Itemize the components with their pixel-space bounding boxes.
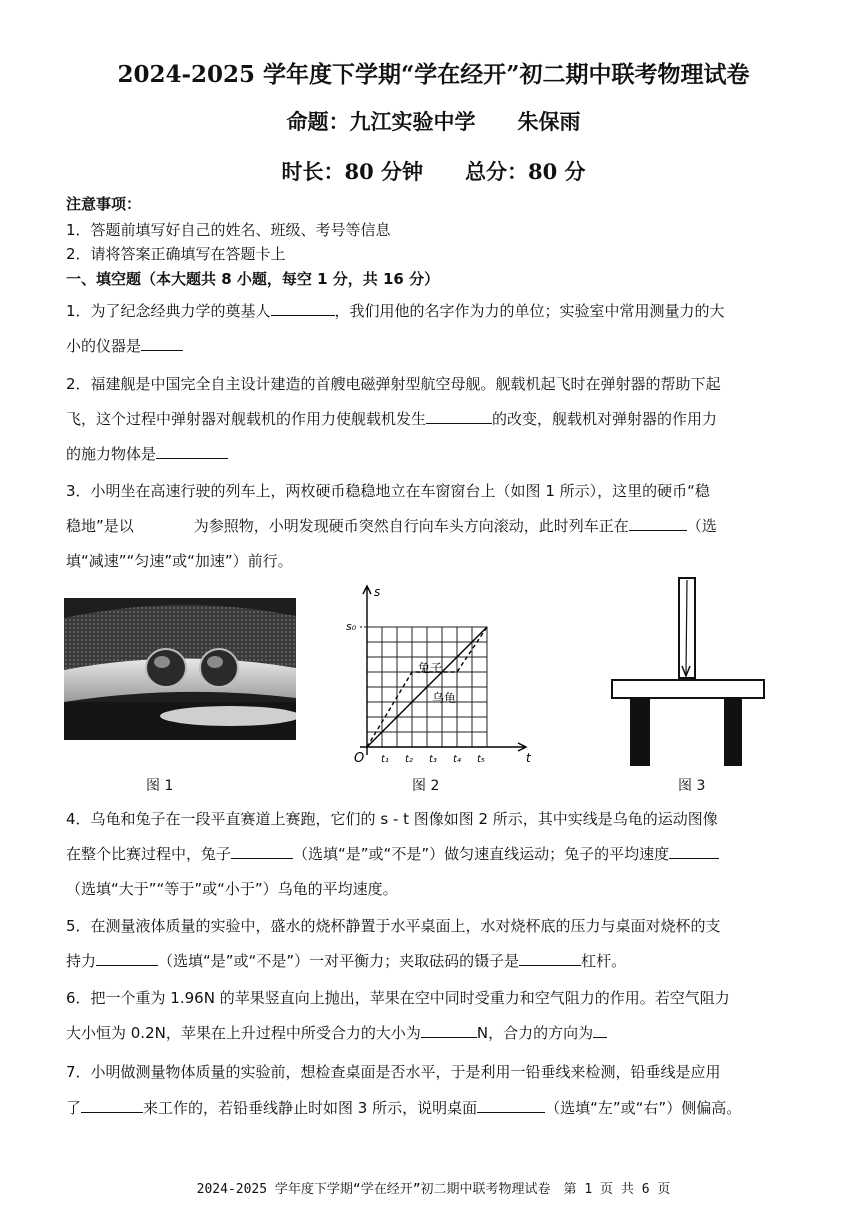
rabbit-label: 兔子	[418, 661, 443, 675]
figure-2-caption: 图 2	[412, 778, 440, 794]
coin-icon	[146, 649, 186, 687]
figure-3-caption: 图 3	[678, 778, 706, 794]
tick-label: t₂	[405, 754, 413, 765]
section-heading: 一、填空题（本大题共 8 小题，每空 1 分，共 16 分）	[66, 270, 440, 288]
tick-label: t₁	[381, 754, 389, 765]
question-7: 7．小明做测量物体质量的实验前，想检查桌面是否水平，于是利用一铅垂线来检测，铅垂线是应用	[66, 1063, 721, 1081]
answer-blank	[134, 517, 194, 531]
question-1: 1．为了纪念经典力学的奠基人 ，我们用他的名字作为力的单位；实验室中常用测量力的大	[66, 302, 725, 320]
question-4: 4．乌龟和兔子在一段平直赛道上赛跑，它们的 s - t 图像如图 2 所示，其中实线是乌龟的运动图像	[66, 810, 718, 828]
question-4-cont: 在整个比赛过程中，兔子 （选填“是”或“不是”）做匀速直线运动；兔子的平均速度	[66, 843, 719, 864]
answer-blank	[477, 1098, 545, 1113]
answer-blank	[231, 844, 293, 859]
question-6: 6．把一个重为 1.96N 的苹果竖直向上抛出，苹果在空中同时受重力和空气阻力的作用。若空气阻力	[66, 989, 730, 1007]
answer-blank	[593, 1023, 607, 1038]
question-3-cont: 稳地”是以 为参照物，小明发现硬币突然自行向车头方向滚动，此时列车正在 （选	[66, 517, 717, 535]
notes-heading: 注意事项：	[66, 195, 142, 213]
question-5-cont: 持力 （选填“是”或“不是”）一对平衡力；夹取砝码的镊子是 杠杆。	[66, 952, 627, 970]
answer-blank	[156, 444, 228, 459]
figure-1-photo	[64, 598, 296, 740]
question-3-cont: 填“减速”“匀速”或“加速”）前行。	[66, 552, 293, 570]
coin-icon	[200, 649, 238, 687]
question-6-cont: 大小恒为 0.2N，苹果在上升过程中所受合力的大小为 N，合力的方向为	[66, 1022, 607, 1043]
exam-title: 2024-2025 学年度下学期“学在经开”初二期中联考物理试卷	[117, 61, 750, 88]
figure-1-caption: 图 1	[146, 778, 174, 794]
answer-blank	[96, 951, 158, 966]
tick-label: t₃	[429, 754, 437, 765]
exam-author: 命题：九江实验中学 朱保雨	[286, 109, 581, 134]
question-2-cont: 飞，这个过程中弹射器对舰载机的作用力使舰载机发生 的改变，舰载机对弹射器的作用力	[66, 410, 718, 428]
question-3: 3．小明坐在高速行驶的列车上，两枚硬币稳稳地立在车窗窗台上（如图 1 所示），这里的硬币“稳	[66, 482, 710, 500]
table-leg	[724, 698, 742, 766]
answer-blank	[629, 516, 687, 531]
question-5: 5．在测量液体质量的实验中，盛水的烧杯静置于水平桌面上，水对烧杯底的压力与桌面对烧杯的支	[66, 917, 721, 935]
answer-blank	[421, 1023, 477, 1038]
s0-label: s₀	[346, 620, 357, 633]
question-4-cont: （选填“大于”“等于”或“小于”）乌龟的平均速度。	[66, 880, 398, 898]
question-7-cont: 了 来工作的，若铅垂线静止时如图 3 所示，说明桌面 （选填“左”或“右”）侧偏高。	[66, 1099, 742, 1117]
note-item: 2．请将答案正确填写在答题卡上	[66, 245, 286, 263]
tick-label: t₄	[453, 754, 461, 765]
tick-label: t₅	[477, 754, 485, 765]
origin-label: O	[354, 751, 365, 766]
note-item: 1．答题前填写好自己的姓名、班级、考号等信息	[66, 221, 391, 239]
turtle-label: 乌龟	[432, 691, 457, 705]
question-2: 2．福建舰是中国完全自主设计建造的首艘电磁弹射型航空母舰。舰载机起飞时在弹射器的帮助下起	[66, 375, 721, 393]
answer-blank	[141, 336, 183, 351]
table-leg	[630, 698, 650, 766]
figure-3-plumb-line	[600, 576, 780, 770]
answer-blank	[81, 1098, 143, 1113]
y-axis-label: s	[374, 585, 381, 599]
question-1-cont: 小的仪器是	[66, 335, 183, 356]
answer-blank	[669, 844, 719, 859]
figure-2-st-graph	[340, 580, 540, 770]
exam-duration: 时长：80 分钟 总分：80 分	[281, 159, 586, 184]
x-axis-label: t	[526, 751, 531, 765]
answer-blank	[426, 409, 492, 424]
answer-blank	[519, 951, 581, 966]
page-footer: 2024-2025 学年度下学期“学在经开”初二期中联考物理试卷 第 1 页 共 6 页	[196, 1182, 671, 1197]
table-top	[612, 680, 764, 698]
question-2-cont: 的施力物体是	[66, 443, 228, 464]
answer-blank	[271, 301, 335, 316]
